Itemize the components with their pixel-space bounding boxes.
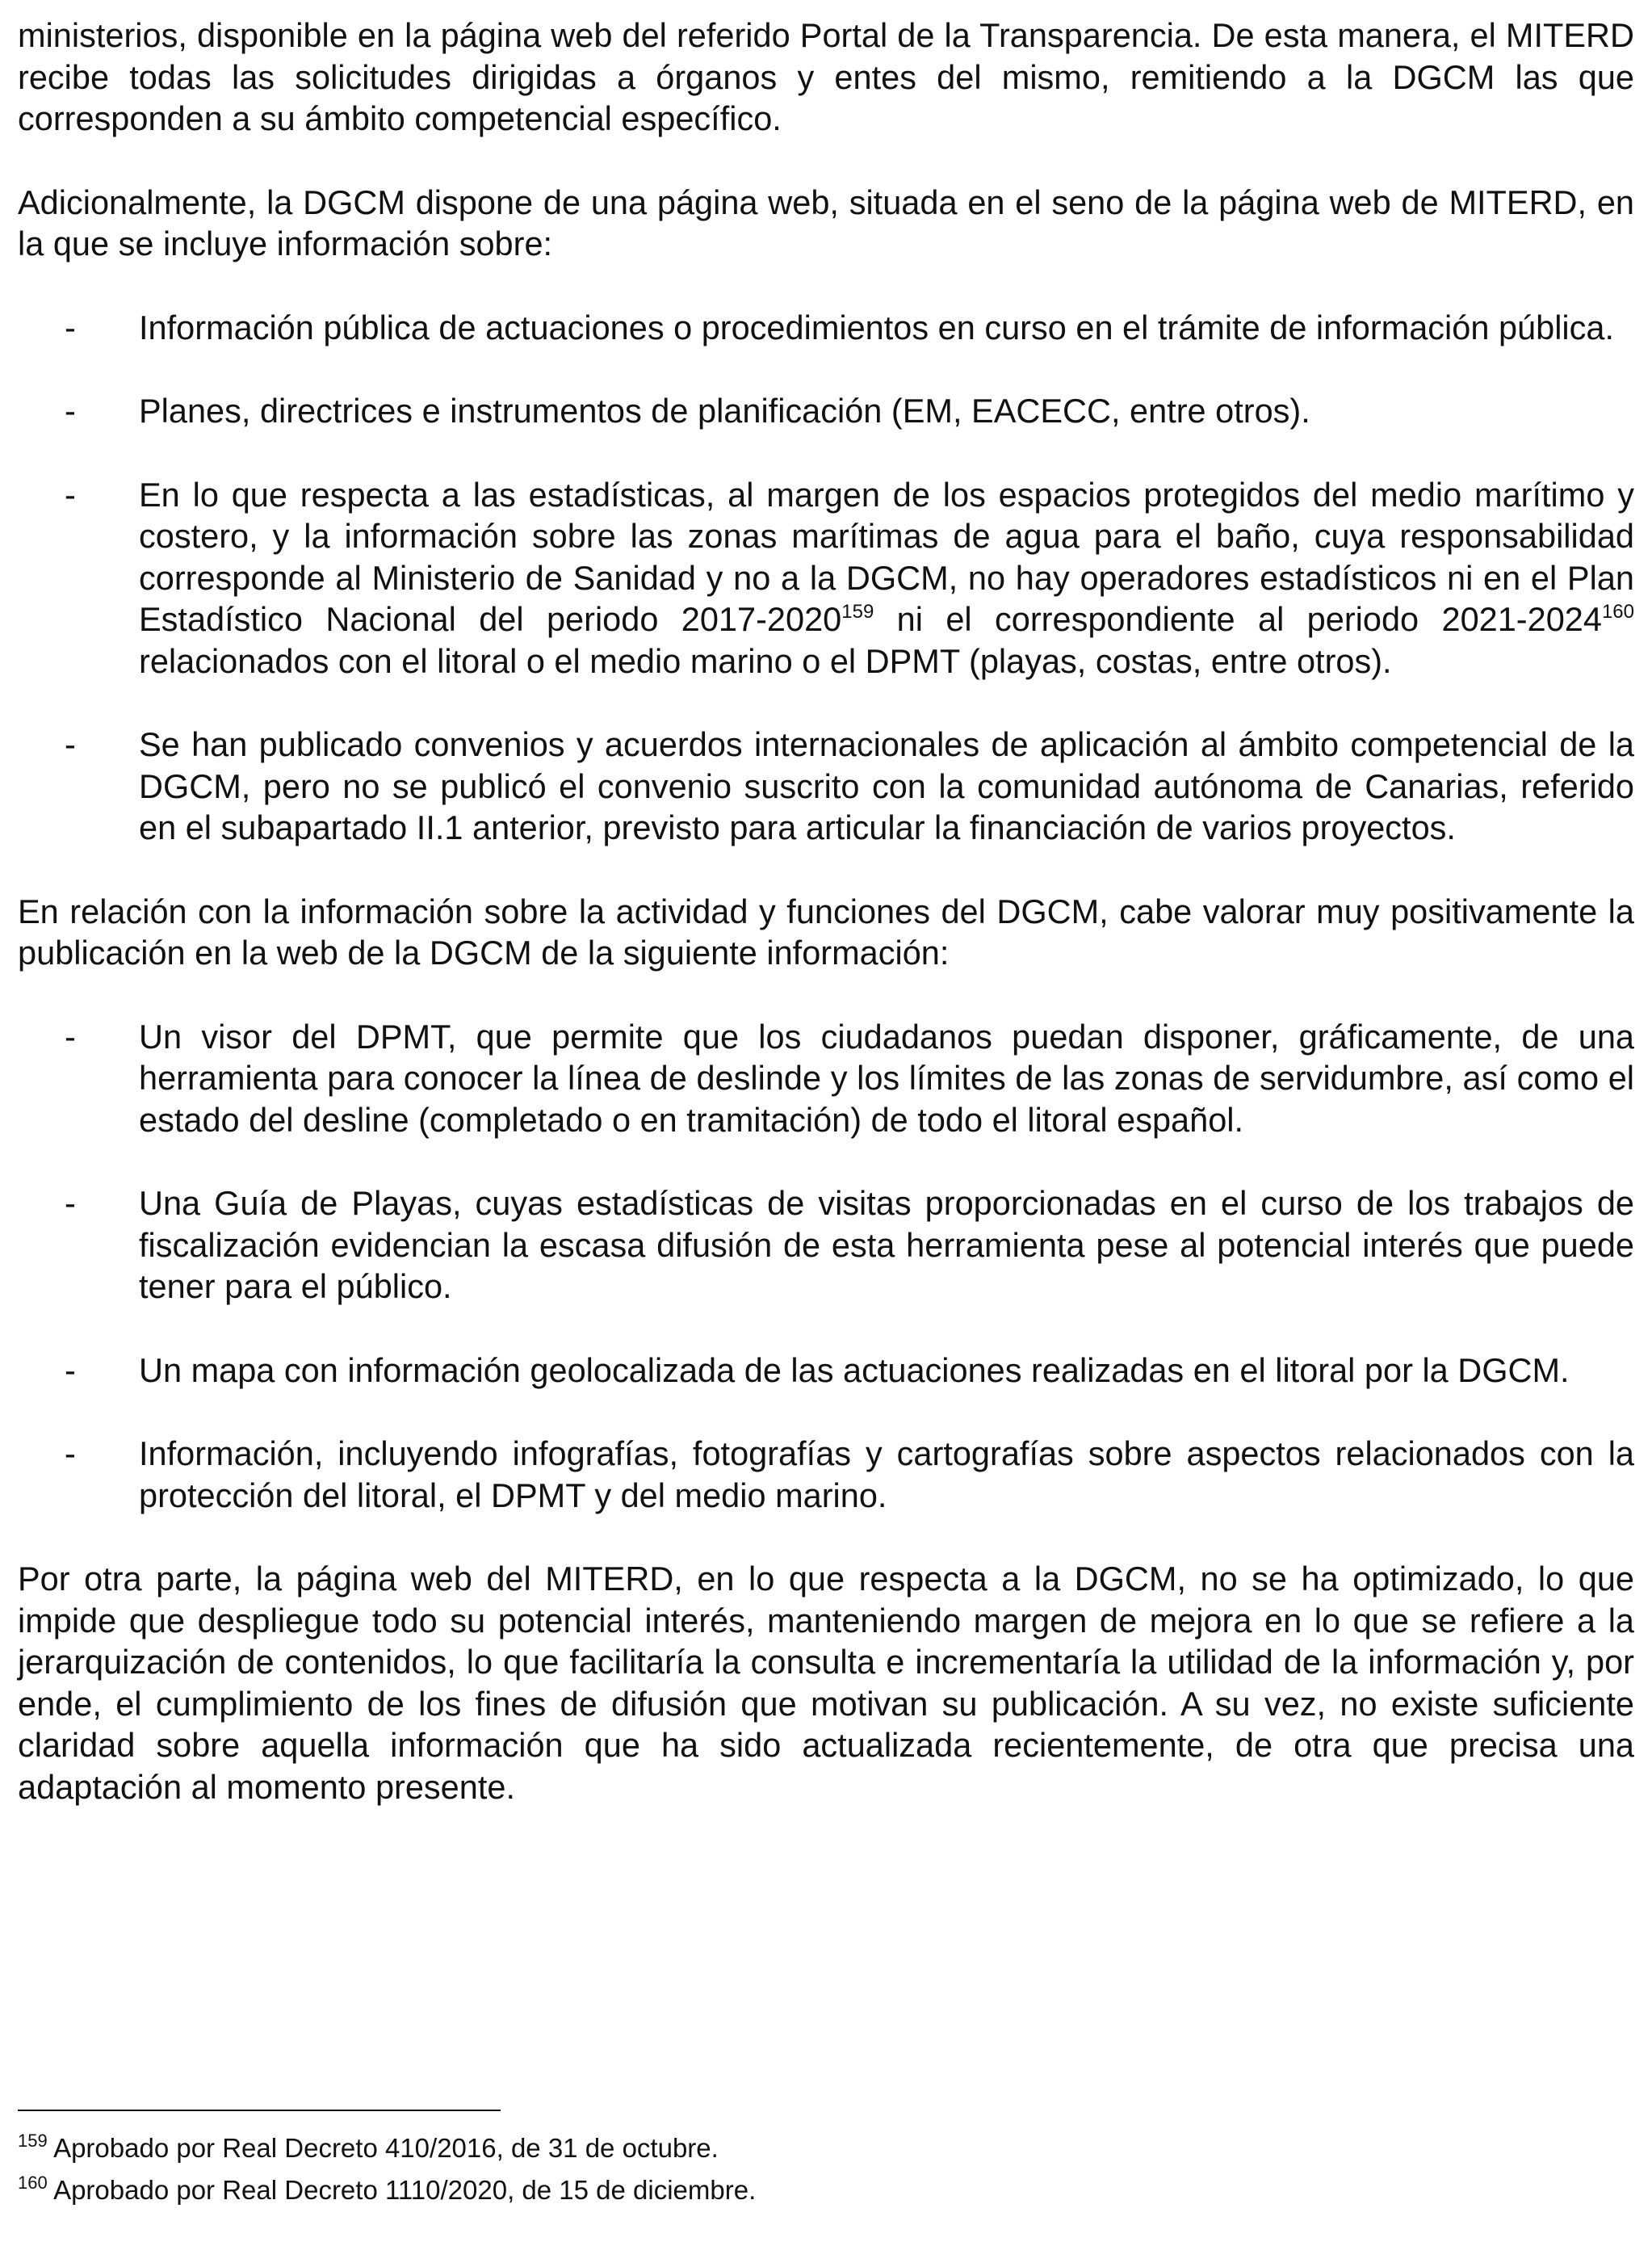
document-body (18, 15, 1634, 1849)
footnote-ref-160[interactable]: 160 (1601, 601, 1634, 623)
list-item-text: Planes, directrices e instrumentos de planificación (EM, EACECC, entre otros). (139, 392, 1310, 430)
list-item-text: Un visor del DPMT, que permite que los ciudadanos puedan disponer, gráficamente, de una herramienta para conocer la línea de deslinde y los límites de las zonas de servidumbre, así como el estado del desline (completado o en tramitación) de todo el litoral español. (139, 1017, 1634, 1139)
paragraph-pagina-web-dgcm: Adicionalmente, la DGCM dispone de una página web, situada en el seno de la página web de MITERD, en la que se incluye información sobre: (18, 183, 1634, 262)
list-item-estadisticas (18, 474, 1634, 682)
list-item-guia-playas (18, 1182, 1634, 1308)
list-item-text: Un mapa con información geolocalizada de las actuaciones realizadas en el litoral por la DGCM. (139, 1350, 1570, 1389)
list-item-text-part: relacionados con el litoral o el medio marino o el DPMT (playas, costas, entre otros). (139, 641, 1392, 680)
footnote-text: Aprobado por Real Decreto 1110/2020, de 15 de diciembre. (47, 2175, 757, 2205)
list-item-text: Información pública de actuaciones o procedimientos en curso en el trámite de información pública. (139, 308, 1615, 346)
list-dash: - (65, 475, 76, 514)
list-dash: - (65, 392, 76, 430)
list-item-text: Se han publicado convenios y acuerdos internacionales de aplicación al ámbito competencial de la DGCM, pero no se publicó el convenio suscrito con la comunidad autónoma de Canarias, referido en el subapartado II.1 anterior, previsto para articular la financiación de varios proyectos. (139, 725, 1634, 846)
paragraph-portal-transparencia: ministerios, disponible en la página web del referido Portal de la Transparencia. De esta manera, el MITERD recibe todas las solicitudes dirigidas a órganos y entes del mismo, remitiendo a la DGCM las que corresponden a su ámbito competencial específico. (18, 16, 1634, 137)
list-dash: - (65, 1350, 76, 1389)
list-item-text: Una Guía de Playas, cuyas estadísticas de visitas proporcionadas en el curso de los trabajos de fiscalización evidencian la escasa difusión de esta herramienta pese al potencial interés que puede tener para el público. (139, 1184, 1634, 1305)
list-dash: - (65, 1184, 76, 1222)
footnote-159 (18, 2127, 1634, 2169)
paragraph-actividad-funciones: En relación con la información sobre la actividad y funciones del DGCM, cabe valorar muy positivamente la publicación en la web de la DGCM de la siguiente información: (18, 892, 1634, 972)
list-contenidos-web (18, 307, 1634, 849)
list-item-infografias (18, 1433, 1634, 1516)
footnote-160 (18, 2169, 1634, 2211)
footnote-number: 159 (18, 2131, 48, 2151)
list-item-convenios (18, 724, 1634, 849)
list-dash: - (65, 308, 76, 346)
footnotes-section (18, 2110, 1634, 2211)
list-item-planes (18, 390, 1634, 432)
list-informacion-publicada (18, 1016, 1634, 1517)
list-item-text: Información, incluyendo infografías, fotografías y cartografías sobre aspectos relacionados con la protección del litoral, el DPMT y del medio marino. (139, 1434, 1634, 1514)
list-dash: - (65, 1017, 76, 1056)
list-item-text-part: En lo que respecta a las estadísticas, al margen de los espacios protegidos del medio marítimo y costero, y la información sobre las zonas marítimas de agua para el baño, cuya responsabilidad corresponde al Ministerio de Sanidad y no a la DGCM, no hay operadores estadísticos ni en el Plan Estadístico Nacional del periodo 2017-2020 (139, 475, 1634, 638)
list-item-text-part: ni el correspondiente al periodo 2021-2024 (874, 600, 1602, 638)
list-dash: - (65, 725, 76, 763)
footnote-separator (18, 2110, 501, 2111)
paragraph-optimizacion-web: Por otra parte, la página web del MITERD, en lo que respecta a la DGCM, no se ha optimizado, lo que impide que despliegue todo su potencial interés, manteniendo margen de mejora en lo que se refiere a la jerarquización de contenidos, lo que facilitaría la consulta e incrementaría la utilidad de la información y, por ende, el cumplimiento de los fines de difusión que motivan su publicación. A su vez, no existe suficiente claridad sobre aquella información que ha sido actualizada recientemente, de otra que precisa una adaptación al momento presente. (18, 1560, 1634, 1806)
list-item-visor-dpmt (18, 1016, 1634, 1141)
list-dash: - (65, 1434, 76, 1472)
footnote-ref-159[interactable]: 159 (841, 601, 874, 623)
list-item-informacion-publica (18, 307, 1634, 349)
list-item-mapa-actuaciones (18, 1350, 1634, 1392)
footnote-number: 160 (18, 2173, 48, 2193)
footnote-text: Aprobado por Real Decreto 410/2016, de 31 de octubre. (47, 2133, 719, 2163)
